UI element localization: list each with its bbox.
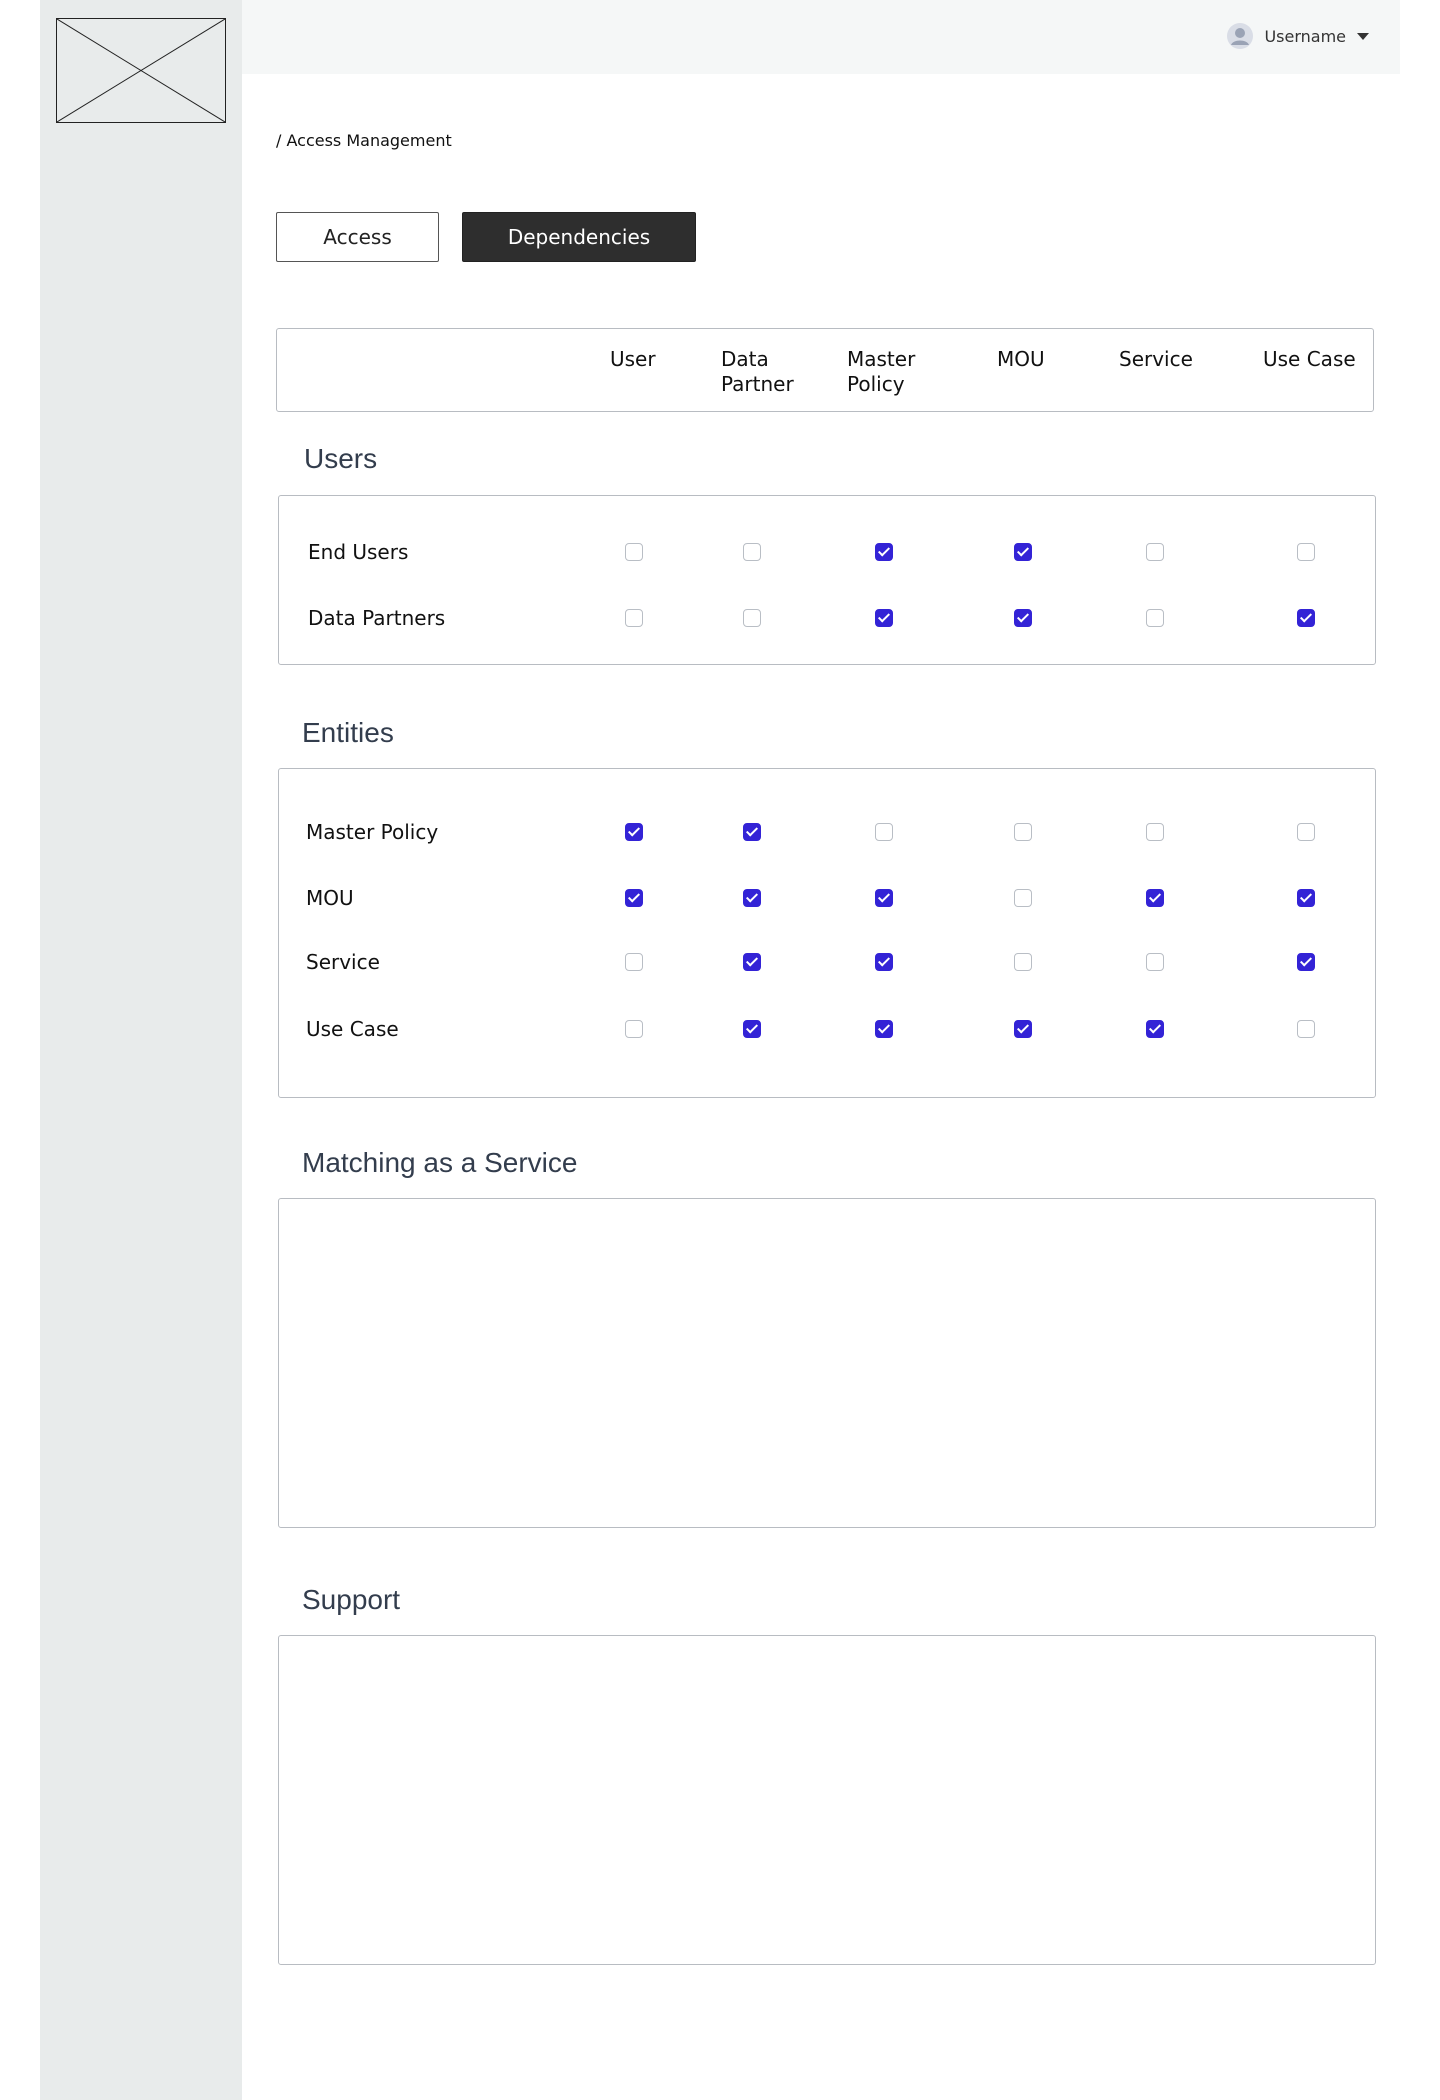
checkbox-checked-icon[interactable] xyxy=(625,823,643,841)
checkbox-checked-icon[interactable] xyxy=(743,823,761,841)
checkbox-checked-icon[interactable] xyxy=(875,1020,893,1038)
checkbox-unchecked-icon[interactable] xyxy=(1146,543,1164,561)
column-header-line: User xyxy=(610,347,656,371)
column-header-master-policy xyxy=(847,347,915,397)
user-menu[interactable] xyxy=(1226,22,1370,50)
checkbox-unchecked-icon[interactable] xyxy=(1297,1020,1315,1038)
column-header-line: Master xyxy=(847,347,916,371)
row-label-mou: MOU xyxy=(306,886,354,910)
checkbox-checked-icon[interactable] xyxy=(875,543,893,561)
section-title-entities: Entities xyxy=(302,717,394,748)
checkbox-checked-icon[interactable] xyxy=(875,889,893,907)
matching-panel xyxy=(278,1198,1376,1528)
tab-dependencies[interactable]: Dependencies xyxy=(462,212,696,262)
checkbox-checked-icon[interactable] xyxy=(1146,1020,1164,1038)
row-label-end-users: End Users xyxy=(308,540,409,564)
column-header-service xyxy=(1119,347,1193,372)
section-title-users: Users xyxy=(304,443,378,474)
column-header-line: Partner xyxy=(721,372,794,396)
checkbox-unchecked-icon[interactable] xyxy=(743,543,761,561)
checkbox-checked-icon[interactable] xyxy=(743,1020,761,1038)
row-label-data-partners: Data Partners xyxy=(308,606,446,630)
column-header-user xyxy=(610,347,656,372)
checkbox-unchecked-icon[interactable] xyxy=(743,609,761,627)
checkbox-checked-icon[interactable] xyxy=(1146,889,1164,907)
support-panel xyxy=(278,1635,1376,1965)
checkbox-unchecked-icon[interactable] xyxy=(625,609,643,627)
dependency-column-header xyxy=(276,328,1374,412)
top-bar xyxy=(242,0,1400,74)
column-header-line: Policy xyxy=(847,372,905,396)
section-title-support: Support xyxy=(302,1584,401,1615)
entities-matrix xyxy=(278,768,1376,1098)
column-header-line: Service xyxy=(1119,347,1193,371)
checkbox-unchecked-icon[interactable] xyxy=(1146,609,1164,627)
username-label: Username xyxy=(1264,26,1346,46)
breadcrumb: / Access Management xyxy=(276,131,452,150)
column-header-data-partner xyxy=(721,347,794,397)
checkbox-checked-icon[interactable] xyxy=(1014,543,1032,561)
section-title-matching: Matching as a Service xyxy=(302,1147,578,1178)
checkbox-unchecked-icon[interactable] xyxy=(1014,889,1032,907)
checkbox-checked-icon[interactable] xyxy=(743,953,761,971)
tab-access[interactable]: Access xyxy=(276,212,439,262)
checkbox-unchecked-icon[interactable] xyxy=(1014,823,1032,841)
checkbox-unchecked-icon[interactable] xyxy=(1146,953,1164,971)
checkbox-checked-icon[interactable] xyxy=(1014,1020,1032,1038)
column-header-line: MOU xyxy=(997,347,1045,371)
column-header-line: Data xyxy=(721,347,769,371)
checkbox-unchecked-icon[interactable] xyxy=(1014,953,1032,971)
column-header-use-case xyxy=(1263,347,1356,372)
logo-placeholder-icon[interactable] xyxy=(56,18,226,123)
checkbox-unchecked-icon[interactable] xyxy=(1146,823,1164,841)
checkbox-checked-icon[interactable] xyxy=(875,609,893,627)
checkbox-unchecked-icon[interactable] xyxy=(875,823,893,841)
checkbox-checked-icon[interactable] xyxy=(1297,609,1315,627)
checkbox-unchecked-icon[interactable] xyxy=(625,953,643,971)
checkbox-checked-icon[interactable] xyxy=(1297,953,1315,971)
sidebar xyxy=(40,0,242,2100)
row-label-master-policy: Master Policy xyxy=(306,820,439,844)
checkbox-checked-icon[interactable] xyxy=(1297,889,1315,907)
checkbox-checked-icon[interactable] xyxy=(875,953,893,971)
column-header-mou xyxy=(997,347,1045,372)
caret-down-icon[interactable] xyxy=(1356,29,1370,43)
row-label-service: Service xyxy=(306,950,380,974)
user-avatar-icon xyxy=(1226,22,1254,50)
users-matrix xyxy=(278,495,1376,665)
column-header-line: Use Case xyxy=(1263,347,1356,371)
checkbox-unchecked-icon[interactable] xyxy=(625,1020,643,1038)
checkbox-unchecked-icon[interactable] xyxy=(1297,823,1315,841)
checkbox-checked-icon[interactable] xyxy=(743,889,761,907)
checkbox-checked-icon[interactable] xyxy=(625,889,643,907)
checkbox-unchecked-icon[interactable] xyxy=(1297,543,1315,561)
checkbox-unchecked-icon[interactable] xyxy=(625,543,643,561)
row-label-use-case: Use Case xyxy=(306,1017,399,1041)
checkbox-checked-icon[interactable] xyxy=(1014,609,1032,627)
